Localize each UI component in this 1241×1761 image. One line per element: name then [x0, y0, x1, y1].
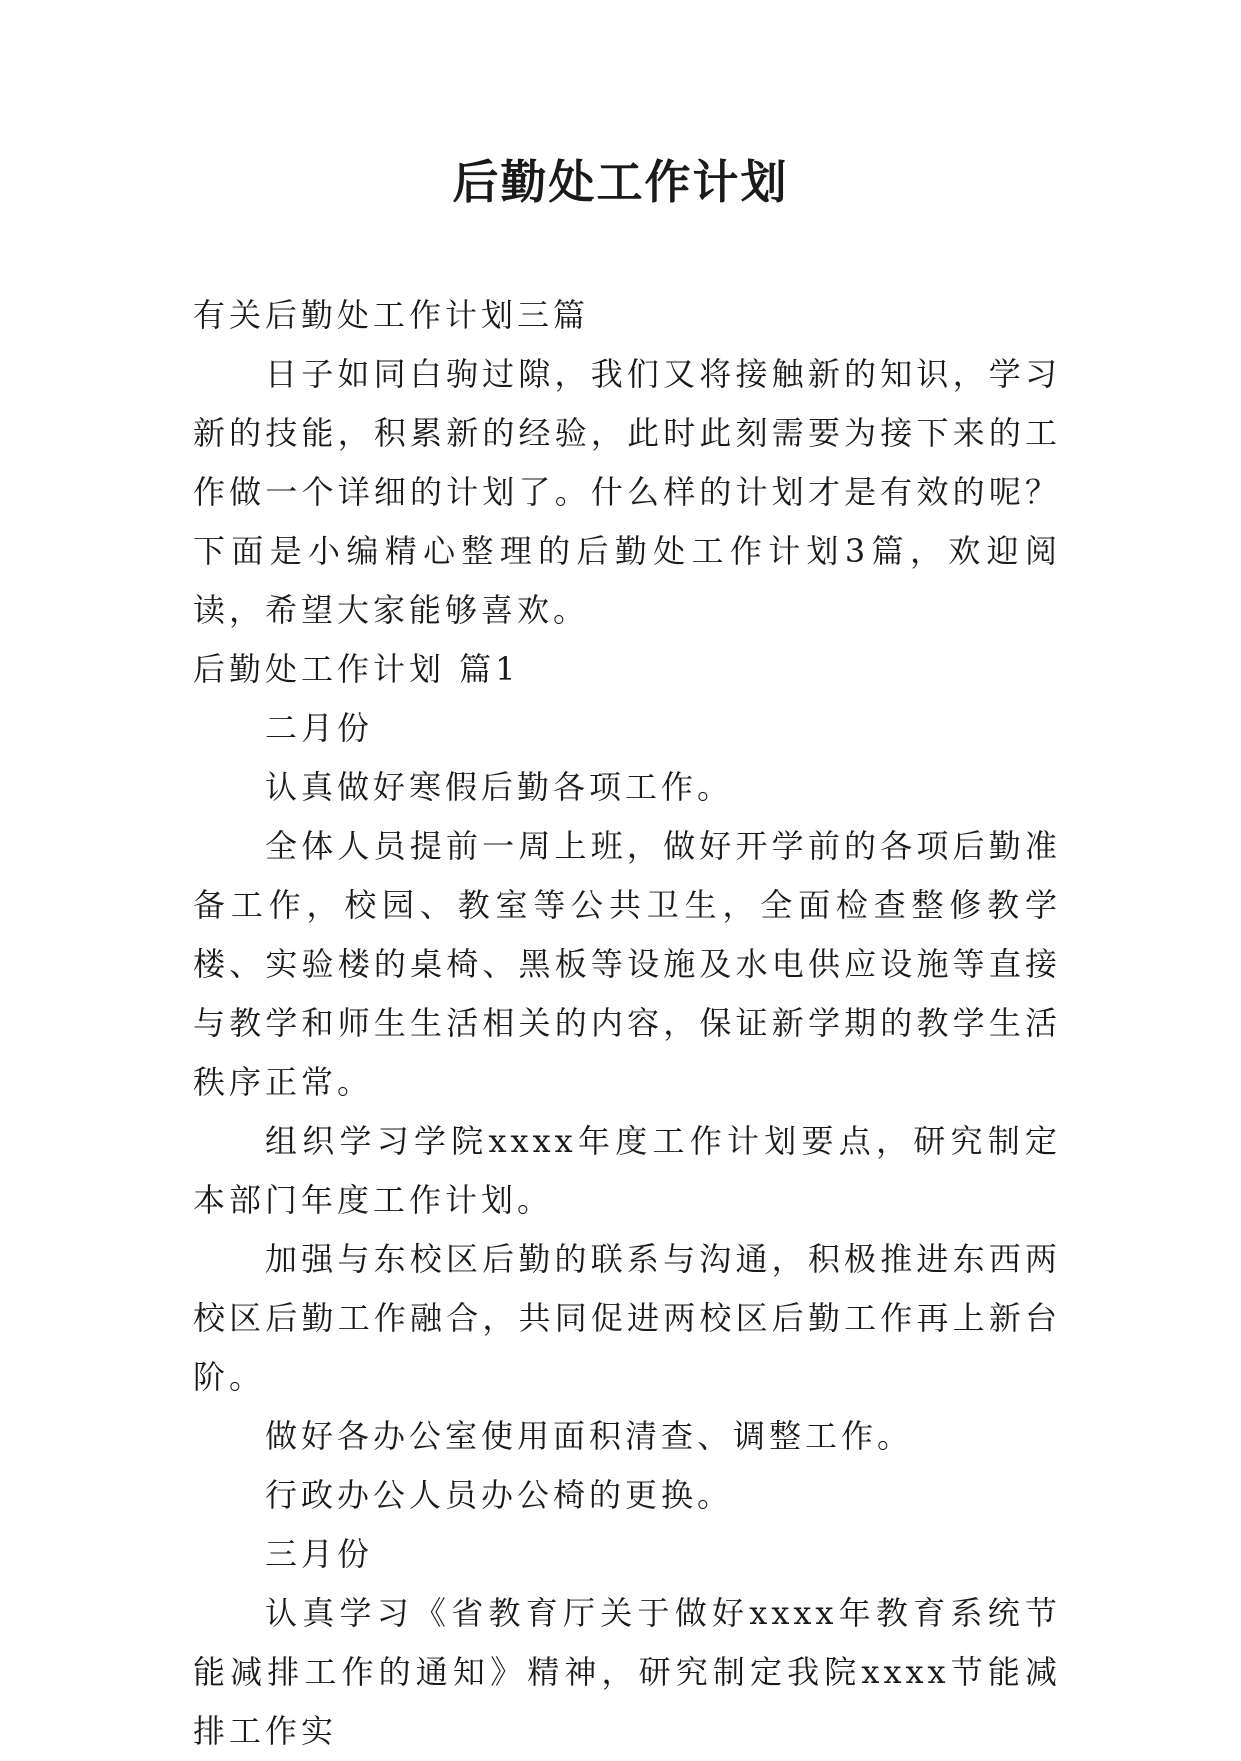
paragraph: 组织学习学院xxxx年度工作计划要点，研究制定本部门年度工作计划。	[193, 1122, 1061, 1219]
paragraph: 二月份	[265, 709, 374, 747]
document-body	[193, 286, 1061, 1761]
paragraph: 加强与东校区后勤的联系与沟通，积极推进东西两校区后勤工作融合，共同促进两校区后勤工作再上新台阶。	[193, 1240, 1061, 1396]
paragraph: 行政办公人员办公椅的更换。	[265, 1476, 734, 1514]
paragraph: 后勤处工作计划 篇1	[193, 650, 520, 688]
paragraph: 认真做好寒假后勤各项工作。	[265, 768, 734, 806]
document-title: 后勤处工作计划	[452, 155, 789, 209]
paragraph: 日子如同白驹过隙，我们又将接触新的知识，学习新的技能，积累新的经验，此时此刻需要为接下来的工作做一个详细的计划了。什么样的计划才是有效的呢？下面是小编精心整理的后勤处工作计划3篇，欢迎阅读，希望大家能够喜欢。	[193, 355, 1061, 629]
paragraph: 认真学习《省教育厅关于做好xxxx年教育系统节能减排工作的通知》精神，研究制定我院xxxx节能减排工作实	[193, 1594, 1061, 1750]
paragraph: 三月份	[265, 1535, 374, 1573]
paragraph: 有关后勤处工作计划三篇	[193, 296, 590, 334]
paragraph: 做好各办公室使用面积清查、调整工作。	[265, 1417, 914, 1455]
paragraph: 全体人员提前一周上班，做好开学前的各项后勤准备工作，校园、教室等公共卫生，全面检查整修教学楼、实验楼的桌椅、黑板等设施及水电供应设施等直接与教学和师生生活相关的内容，保证新学期的教学生活秩序正常。	[193, 827, 1061, 1101]
